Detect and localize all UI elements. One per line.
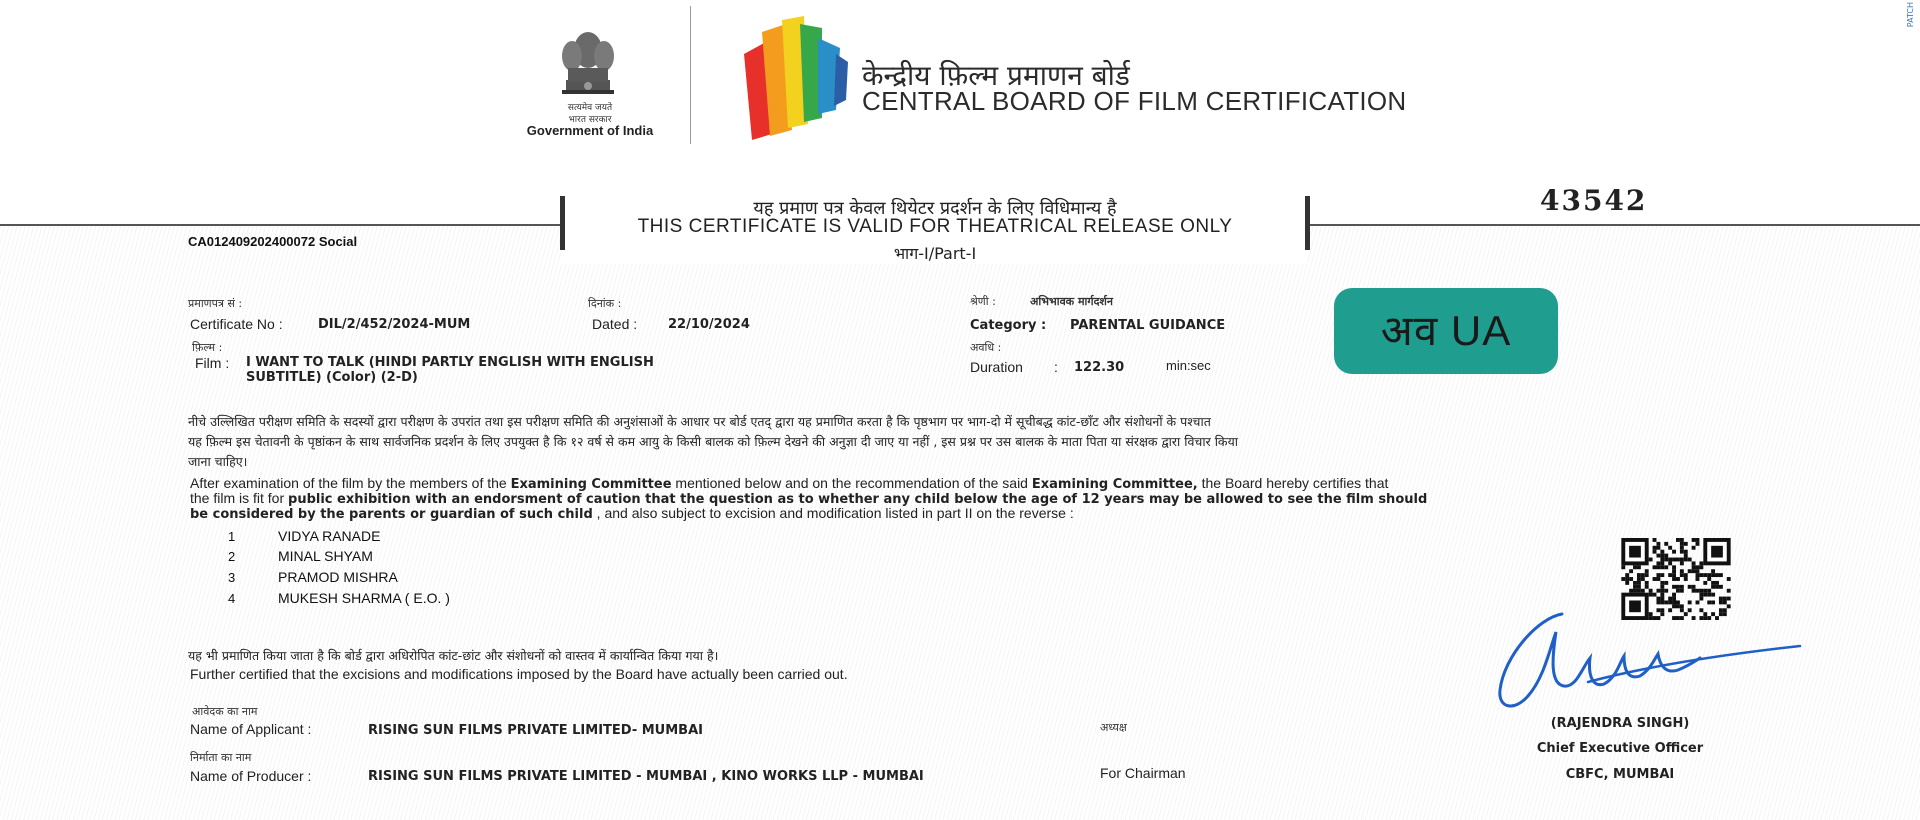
validity-part: भाग-I/Part-I bbox=[893, 244, 977, 263]
certificate-no-label: Certificate No : bbox=[190, 316, 283, 332]
duration-label-hindi: अवधि : bbox=[970, 341, 1002, 354]
member-number: 2 bbox=[228, 549, 236, 564]
member-number: 1 bbox=[228, 529, 236, 544]
signatory-name: (RAJENDRA SINGH) bbox=[1550, 716, 1690, 731]
certificate-no-label-hindi: प्रमाणपत्र सं : bbox=[188, 297, 243, 310]
reference-number: CA012409202400072 Social bbox=[188, 234, 358, 249]
film-title-line-1: I WANT TO TALK (HINDI PARTLY ENGLISH WITH ENGLISH bbox=[246, 355, 654, 370]
member-name: PRAMOD MISHRA bbox=[278, 569, 398, 585]
applicant-label-hindi: आवेदक का नाम bbox=[192, 705, 258, 718]
film-label: Film : bbox=[195, 355, 230, 371]
board-title-english: CENTRAL BOARD OF FILM CERTIFICATION bbox=[862, 86, 1407, 116]
producer-value: RISING SUN FILMS PRIVATE LIMITED - MUMBAI , KINO WORKS LLP - MUMBAI bbox=[368, 769, 924, 784]
serial-number: 43542 bbox=[1540, 184, 1648, 217]
hindi-certification-line-3: जाना चाहिए। bbox=[188, 454, 248, 469]
validity-hindi: यह प्रमाण पत्र केवल थियेटर प्रदर्शन के लिए विधिमान्य है bbox=[753, 198, 1117, 219]
emblem-motto: सत्यमेव जयते bbox=[567, 103, 613, 113]
chairman-label-hindi: अध्यक्ष bbox=[1100, 721, 1127, 734]
english-certification-line-2: the film is fit for public exhibition with an endorsment of caution that the question as to whether any child below the age of 12 years may be allowed to see the film should bbox=[190, 490, 1428, 507]
signatory-title: Chief Executive Officer bbox=[1536, 741, 1704, 756]
category-label: Category : bbox=[970, 318, 1047, 333]
film-label-hindi: फ़िल्म : bbox=[192, 341, 223, 354]
national-emblem-icon bbox=[548, 20, 628, 100]
member-number: 3 bbox=[228, 570, 236, 585]
duration-unit: min:sec bbox=[1166, 358, 1211, 373]
emblem-hindi: भारत सरकार bbox=[568, 115, 612, 125]
category-value-hindi: अभिभावक मार्गदर्शन bbox=[1030, 295, 1114, 308]
header-divider bbox=[690, 6, 691, 144]
further-certified-english: Further certified that the excisions and modifications imposed by the Board have actually been carried out. bbox=[190, 666, 848, 682]
hindi-certification-line-1: नीचे उल्लिखित परीक्षण समिति के सदस्यों द्वारा परीक्षण के उपरांत तथा इस परीक्षण समिति की अनुशंसाओं के आधार पर बोर्ड एतद् द्वारा यह प्रमाणित करता है कि पृष्ठभाग पर भाग-दो में सूचीबद्ध कांट-छाँट और संशोधनों के पश्चात bbox=[188, 414, 1211, 429]
rating-badge: अव UA bbox=[1334, 288, 1558, 374]
english-certification-line-1: After examination of the film by the members of the Examining Committee mentioned below and on the recommendation of the said Examining Committee, the Board hereby certifies that bbox=[190, 475, 1389, 492]
category-value: PARENTAL GUIDANCE bbox=[1070, 318, 1226, 333]
further-certified-hindi: यह भी प्रमाणित किया जाता है कि बोर्ड द्वारा अधिरोपित कांट-छांट और संशोधनों को वास्तव में कार्यान्वित किया गया है। bbox=[188, 648, 719, 663]
duration-colon: : bbox=[1054, 359, 1058, 375]
member-name: VIDYA RANADE bbox=[278, 528, 381, 544]
member-number: 4 bbox=[228, 591, 236, 606]
for-chairman-label: For Chairman bbox=[1100, 765, 1186, 781]
hindi-certification-line-2: यह फ़िल्म इस चेतावनी के पृष्ठांकन के साथ सार्वजनिक प्रदर्शन के लिए उपयुक्त है कि १२ वर्ष से कम आयु के किसी बालक को फ़िल्म देखने की अनुज्ञा दी जाए या नहीं , इस प्रश्न पर उस बालक के माता पिता या संरक्षक द्वारा विचार किया bbox=[188, 434, 1239, 449]
member-name: MUKESH SHARMA ( E.O. ) bbox=[278, 590, 450, 606]
english-certification-line-3: be considered by the parents or guardian of such child , and also subject to excision and modification listed in part II on the reverse : bbox=[190, 505, 1074, 522]
applicant-value: RISING SUN FILMS PRIVATE LIMITED- MUMBAI bbox=[368, 723, 703, 738]
member-name: MINAL SHYAM bbox=[278, 548, 373, 564]
validity-english: THIS CERTIFICATE IS VALID FOR THEATRICAL RELEASE ONLY bbox=[637, 216, 1233, 237]
date-label-hindi: दिनांक : bbox=[588, 297, 622, 310]
certificate-no-value: DIL/2/452/2024-MUM bbox=[318, 317, 471, 332]
side-mark: PATCH bbox=[1906, 2, 1915, 28]
duration-value: 122.30 bbox=[1074, 360, 1125, 375]
board-title-hindi: केन्द्रीय फ़िल्म प्रमाणन बोर्ड bbox=[862, 59, 1130, 92]
film-title-line-2: SUBTITLE) (Color) (2-D) bbox=[246, 370, 418, 385]
applicant-label: Name of Applicant : bbox=[190, 721, 312, 737]
signatory-place: CBFC, MUMBAI bbox=[1565, 767, 1675, 782]
signature-icon bbox=[1488, 604, 1804, 722]
producer-label: Name of Producer : bbox=[190, 768, 312, 784]
government-label: Government of India bbox=[526, 123, 654, 138]
date-value: 22/10/2024 bbox=[668, 317, 750, 332]
cbfc-logo-icon bbox=[742, 14, 850, 140]
duration-label: Duration bbox=[970, 359, 1023, 375]
date-label: Dated : bbox=[592, 316, 638, 332]
category-label-hindi: श्रेणी : bbox=[970, 295, 996, 308]
producer-label-hindi: निर्माता का नाम bbox=[190, 751, 252, 764]
